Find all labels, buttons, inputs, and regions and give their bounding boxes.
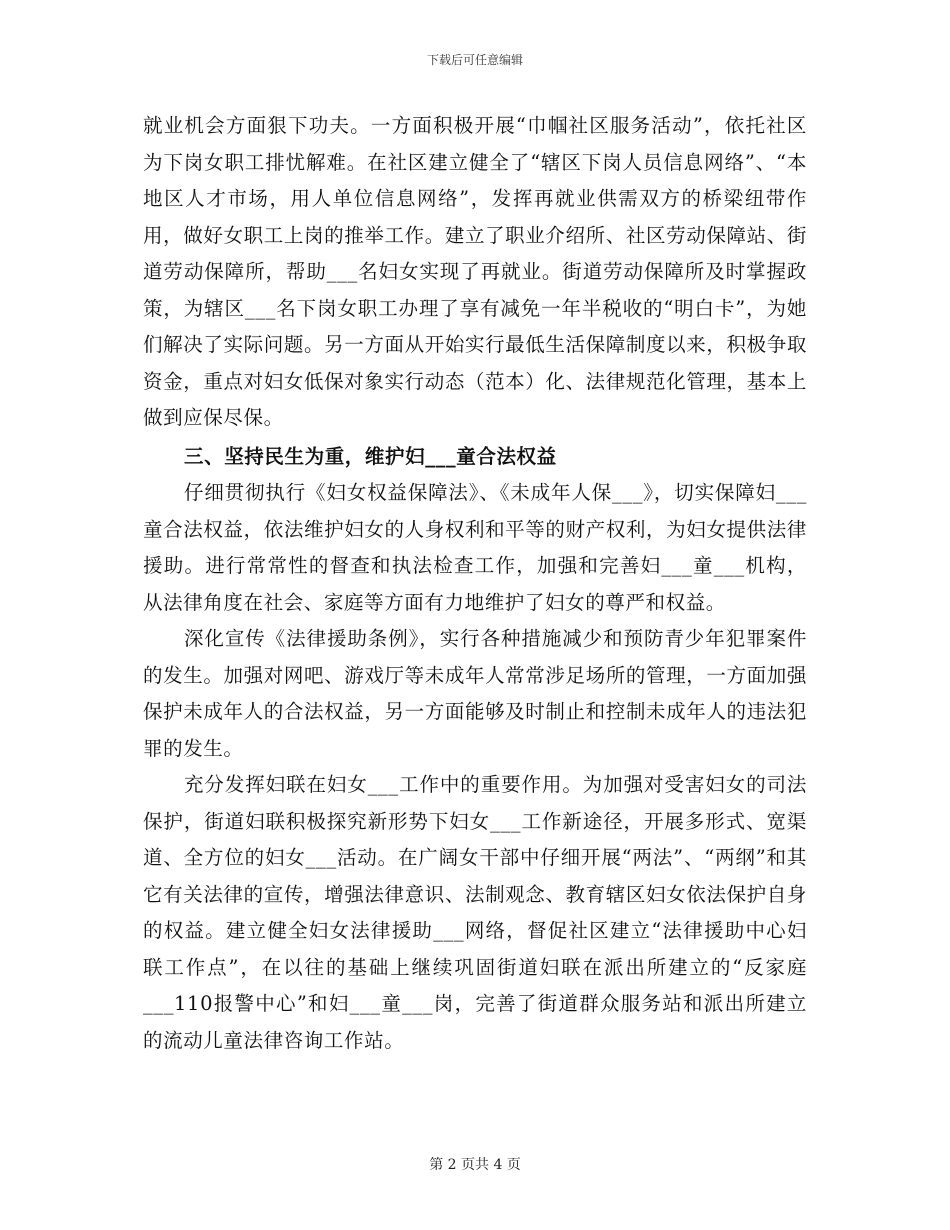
section-heading-3: 三、坚持民生为重，维护妇___童合法权益	[184, 444, 557, 468]
paragraph-employment: 就业机会方面狠下功夫。一方面积极开展“巾帼社区服务活动”，依托社区为下岗女职工排忧解难。在社区建立健全了“辖区下岗人员信息网络”、“本地区人才市场，用人单位信息网络”，发挥再就业供需双方的桥梁纽带作用，做好女职工上岗的推举工作。建立了职业介绍所、社区劳动保障站、街道劳动保障所，帮助___名妇女实现了再就业。街道劳动保障所及时掌握政策，为辖区___名下岗女职工办理了享有减免一年半税收的“明白卡”，为她们解决了实际问题。另一方面从开始实行最低生活保障制度以来，积极争取资金，重点对妇女低保对象实行动态（范本）化、法律规范化管理，基本上做到应保尽保。	[143, 114, 807, 429]
paragraph-legal-aid-publicity: 深化宣传《法律援助条例》，实行各种措施减少和预防青少年犯罪案件的发生。加强对网吧、游戏厅等未成年人常常涉足场所的管理，一方面加强保护未成年人的合法权益，另一方面能够及时制止和控制未成年人的违法犯罪的发生。	[143, 627, 807, 760]
paragraph-womens-federation-role: 充分发挥妇联在妇女___工作中的重要作用。为加强对受害妇女的司法保护，街道妇联积极探究新形势下妇女___工作新途径，开展多形式、宽渠道、全方位的妇女___活动。在广阔女干部中仔细开展“两法”、“两纲”和其它有关法律的宣传，增强法律意识、法制观念、教育辖区妇女依法保护自身的权益。建立健全妇女法律援助___网络，督促社区建立“法律援助中心妇联工作点”，在以往的基础上继续巩固街道妇联在派出所建立的“反家庭___110报警中心”和妇___童___岗，完善了街道群众服务站和派出所建立的流动儿童法律咨询工作站。	[143, 773, 807, 1052]
page-header: 下载后可任意编辑	[426, 53, 523, 67]
document-body	[143, 108, 807, 1059]
page-number: 第 2 页共 4 页	[429, 1157, 521, 1173]
paragraph-rights-protection: 仔细贯彻执行《妇女权益保障法》、《未成年人保___》，切实保障妇___童合法权益，依法维护妇女的人身权利和平等的财产权利，为妇女提供法律援助。进行常常性的督查和执法检查工作，加强和完善妇___童___机构，从法律角度在社会、家庭等方面有力地维护了妇女的尊严和权益。	[143, 481, 807, 614]
